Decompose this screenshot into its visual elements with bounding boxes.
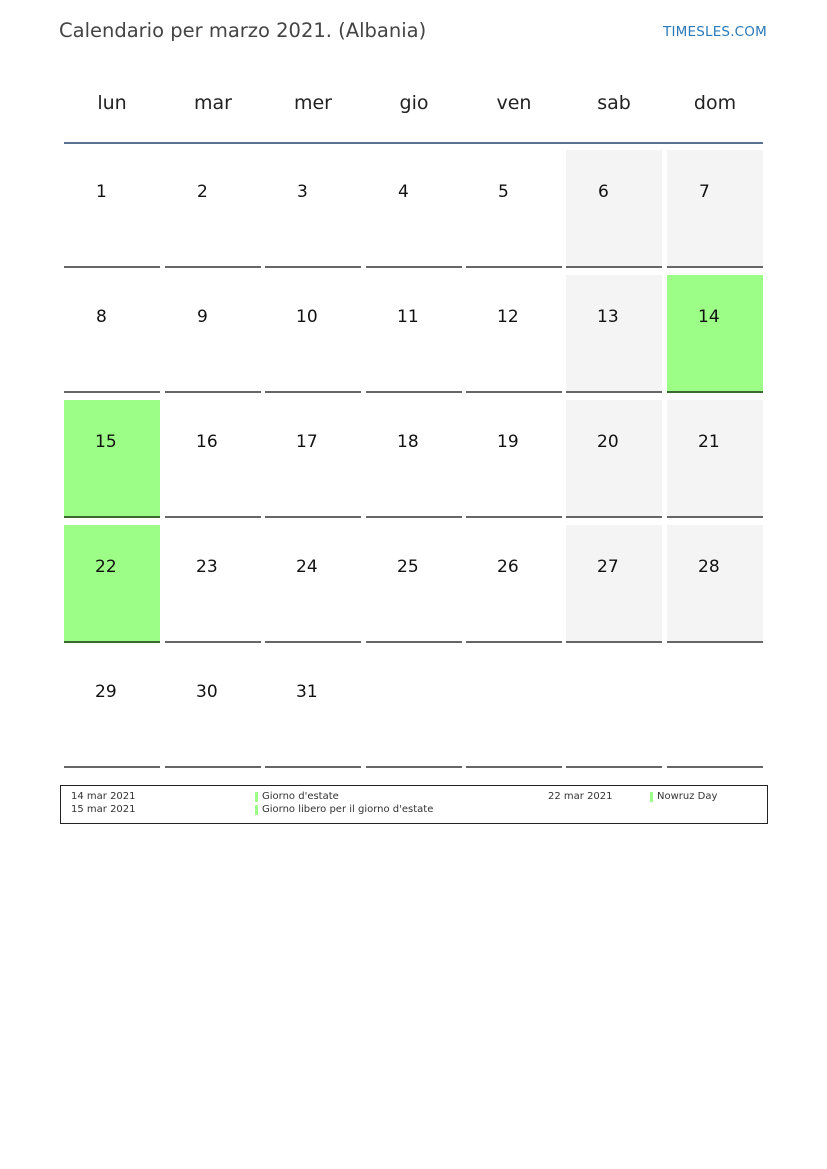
day-number: 4 (398, 182, 409, 202)
weekday-label: gio (399, 92, 429, 114)
day-number: 23 (196, 557, 218, 577)
day-number: 14 (698, 307, 720, 327)
day-number: 6 (598, 182, 609, 202)
day-cell[interactable] (466, 150, 562, 268)
day-number: 26 (497, 557, 519, 577)
legend-holiday-name: Nowruz Day (657, 791, 718, 802)
day-cell[interactable] (466, 400, 562, 518)
weekday-label: dom (693, 92, 737, 114)
page-title: Calendario per marzo 2021. (Albania) (59, 19, 427, 42)
holiday-color-swatch (255, 792, 258, 802)
day-cell[interactable] (265, 525, 361, 643)
day-cell[interactable] (566, 275, 662, 393)
day-cell[interactable] (566, 150, 662, 268)
weekday-label: ven (496, 92, 532, 114)
day-cell[interactable] (667, 400, 763, 518)
empty-day-cell (366, 650, 462, 768)
empty-day-cell (566, 650, 662, 768)
weekday-label: mar (194, 92, 232, 114)
day-cell[interactable] (667, 525, 763, 643)
day-number: 2 (197, 182, 208, 202)
holiday-legend (60, 785, 768, 824)
day-cell[interactable] (265, 650, 361, 768)
day-cell[interactable] (165, 150, 261, 268)
legend-date: 15 mar 2021 (71, 804, 136, 815)
day-number: 31 (296, 682, 318, 702)
day-number: 7 (699, 182, 710, 202)
day-cell[interactable] (667, 150, 763, 268)
day-cell[interactable] (64, 275, 160, 393)
day-cell[interactable] (366, 525, 462, 643)
day-number: 8 (96, 307, 107, 327)
day-number: 28 (698, 557, 720, 577)
day-cell[interactable] (667, 275, 763, 393)
day-cell[interactable] (366, 400, 462, 518)
day-number: 29 (95, 682, 117, 702)
day-cell[interactable] (366, 275, 462, 393)
day-number: 16 (196, 432, 218, 452)
day-cell[interactable] (165, 650, 261, 768)
holiday-color-swatch (255, 805, 258, 815)
day-cell[interactable] (64, 650, 160, 768)
legend-date: 22 mar 2021 (548, 791, 613, 802)
legend-holiday-name: Giorno d'estate (262, 791, 339, 802)
day-cell[interactable] (466, 525, 562, 643)
day-number: 20 (597, 432, 619, 452)
day-number: 22 (95, 557, 117, 577)
day-cell[interactable] (265, 400, 361, 518)
day-number: 21 (698, 432, 720, 452)
day-cell[interactable] (566, 400, 662, 518)
day-number: 5 (498, 182, 509, 202)
weekday-label: mer (293, 92, 332, 114)
legend-holiday-name: Giorno libero per il giorno d'estate (262, 804, 434, 815)
weekday-label: lun (97, 92, 127, 114)
day-number: 1 (96, 182, 107, 202)
day-cell[interactable] (165, 525, 261, 643)
day-number: 24 (296, 557, 318, 577)
empty-day-cell (466, 650, 562, 768)
day-cell[interactable] (566, 525, 662, 643)
day-cell[interactable] (265, 150, 361, 268)
day-cell[interactable] (366, 150, 462, 268)
day-number: 27 (597, 557, 619, 577)
day-cell[interactable] (165, 275, 261, 393)
day-number: 12 (497, 307, 519, 327)
day-number: 13 (597, 307, 619, 327)
weekday-header (64, 78, 763, 144)
day-number: 9 (197, 307, 208, 327)
day-number: 11 (397, 307, 419, 327)
day-number: 18 (397, 432, 419, 452)
day-number: 3 (297, 182, 308, 202)
day-number: 19 (497, 432, 519, 452)
day-cell[interactable] (64, 525, 160, 643)
day-cell[interactable] (265, 275, 361, 393)
day-cell[interactable] (64, 400, 160, 518)
day-number: 10 (296, 307, 318, 327)
day-number: 17 (296, 432, 318, 452)
day-cell[interactable] (466, 275, 562, 393)
legend-date: 14 mar 2021 (71, 791, 136, 802)
weekday-label: sab (597, 92, 631, 114)
day-cell[interactable] (165, 400, 261, 518)
day-number: 25 (397, 557, 419, 577)
day-number: 30 (196, 682, 218, 702)
brand-link[interactable]: TIMESLES.COM (663, 24, 767, 40)
legend-holiday (255, 791, 339, 802)
holiday-color-swatch (650, 792, 653, 802)
legend-holiday (650, 791, 717, 802)
day-number: 15 (95, 432, 117, 452)
calendar-grid (64, 150, 763, 770)
day-cell[interactable] (64, 150, 160, 268)
empty-day-cell (667, 650, 763, 768)
legend-holiday (255, 804, 433, 815)
